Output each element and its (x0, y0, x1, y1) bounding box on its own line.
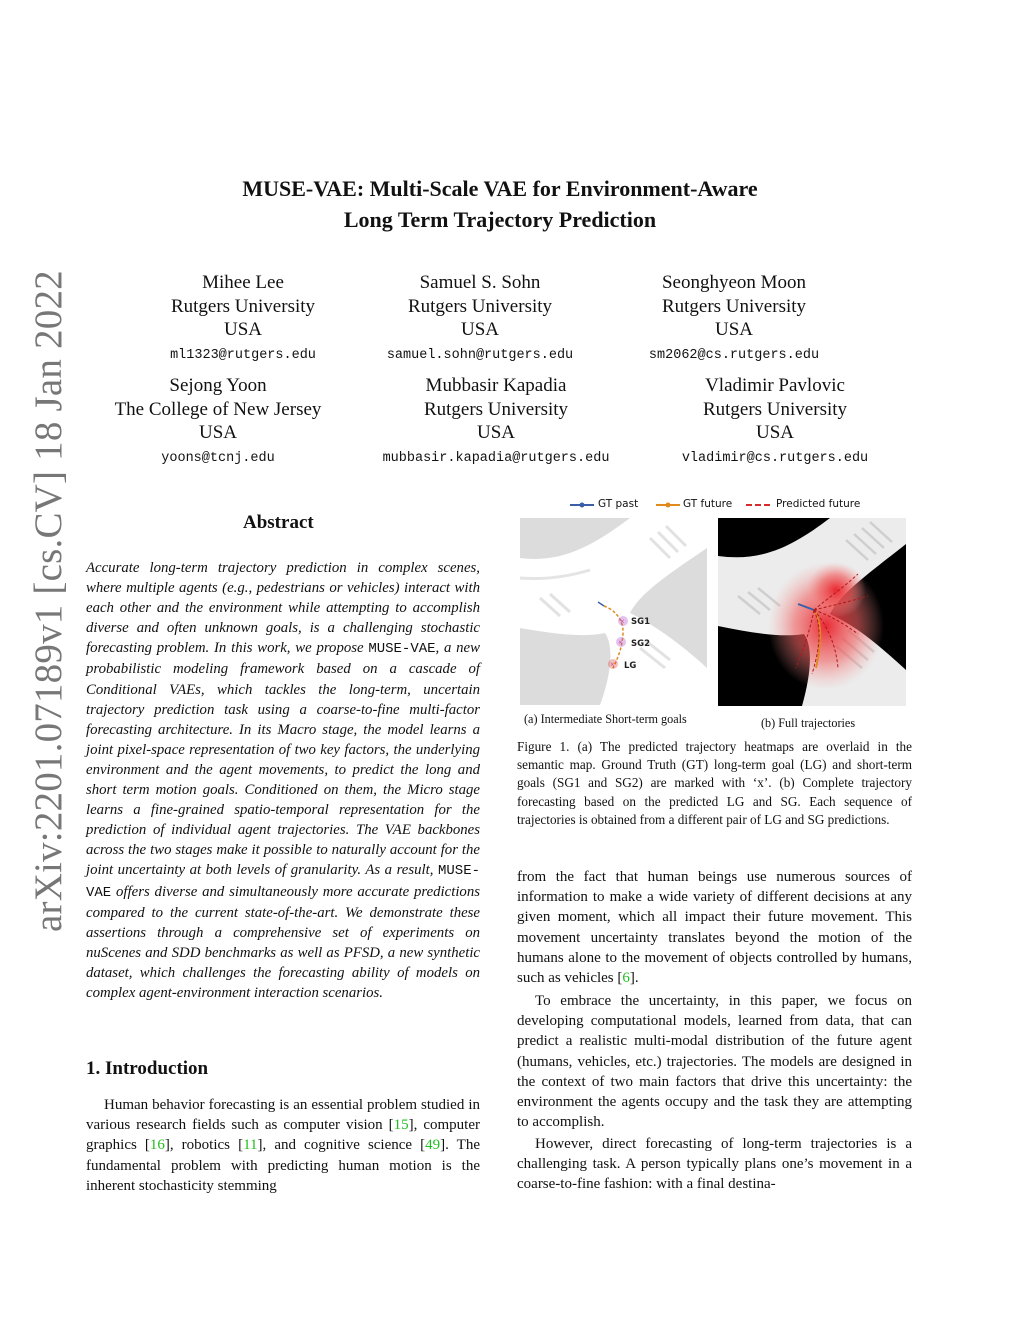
author-block (624, 271, 844, 365)
svg-text:×: × (610, 660, 615, 669)
author-affiliation: The College of New Jersey (114, 398, 322, 420)
author-email[interactable]: vladimir@cs.rutgers.edu (681, 450, 869, 466)
label-sg2: SG2 (631, 639, 651, 649)
gt-past-swatch (570, 501, 594, 509)
author-country: USA (223, 319, 262, 340)
citation-link[interactable]: 11 (243, 1137, 258, 1154)
author-name: Seonghyeon Moon (661, 272, 807, 293)
citation-link[interactable]: 15 (393, 1117, 409, 1134)
section-heading-introduction: 1. Introduction (86, 1058, 209, 1079)
author-name: Samuel S. Sohn (419, 272, 541, 293)
intro-text: ], and cognitive science [ (257, 1137, 426, 1154)
author-email[interactable]: mubbasir.kapadia@rutgers.edu (382, 450, 610, 466)
author-name: Vladimir Pavlovic (705, 375, 845, 396)
author-affiliation: Rutgers University (702, 398, 848, 420)
abstract-text: offers diverse and simultaneously more accurate predictions compared to the current state-of-the-art. We demonstrate these assertions through a comprehensive set of experiments on nuScenes and SDD benchmarks as well as PFSD, a new synthetic dataset, which challenges the forecasting ability of models on complex agent-environment interaction scenarios. (86, 883, 480, 1001)
intro-text: Human behavior forecasting is an essential problem studied in various research fields such as computer vision [ (86, 1097, 480, 1134)
author-name: Mihee Lee (202, 272, 284, 293)
figure-legend (570, 498, 900, 516)
abstract-text: , a new probabilistic modeling framework based on a cascade of Conditional VAEs, which tackles the long-term, uncertain trajectory prediction task using a coarse-to-fine multi-factor forecasting architecture. In its Macro stage, the model learns a joint pixel-space representation of two key factors, the underlying environment and the agent movements, to predict the long and short term motion goals. Conditioned on them, the Micro stage learns a fine-grained spatio-temporal representation for the prediction of individual agent trajectories. The VAE backbones across the two stages make it possible to naturally account for the joint uncertainty at both levels of granularity. As a result, (86, 640, 480, 879)
citation-link[interactable]: 16 (149, 1137, 165, 1154)
subcaption-b: (b) Full trajectories (761, 716, 856, 730)
author-affiliation: Rutgers University (407, 295, 553, 317)
author-block (360, 271, 600, 365)
model-name: MUSE-VAE (86, 863, 480, 901)
body-paragraph: However, direct forecasting of long-term trajectories is a challenging task. A person typically plans one’s movement in a coarse-to-fine fashion: with a final destina- (517, 1136, 912, 1193)
citation-link[interactable]: 49 (425, 1137, 441, 1154)
body-paragraph (517, 867, 912, 988)
author-email[interactable]: sm2062@cs.rutgers.edu (648, 347, 820, 363)
author-country: USA (460, 319, 499, 340)
citation-link[interactable]: 6 (622, 970, 630, 987)
predicted-future-swatch (746, 501, 770, 509)
author-name: Mubbasir Kapadia (425, 375, 567, 396)
body-paragraph: To embrace the uncertainty, in this paper, we focus on developing computational models, learned from data, that can predict a realistic multi-modal distribution of the future agent (humans, vehicles, etc.) trajectories. The models are designed in the context of two main factors that drive this uncertainty: the environment the agents occupy and the task they are attempting to accomplish. (517, 993, 912, 1131)
author-country: USA (198, 422, 237, 443)
legend-gt-past: GT past (598, 498, 639, 510)
author-block (361, 374, 631, 468)
gt-future-swatch (656, 501, 680, 509)
author-email[interactable]: samuel.sohn@rutgers.edu (386, 347, 574, 363)
semantic-map-drawing (520, 518, 707, 705)
svg-text:×: × (620, 617, 625, 626)
abstract-body (86, 558, 480, 1003)
figure-panel-b-trajectories (718, 518, 906, 706)
author-country: USA (476, 422, 515, 443)
author-email[interactable]: ml1323@rutgers.edu (170, 347, 316, 363)
label-lg: LG (624, 661, 637, 671)
author-affiliation: Rutgers University (170, 295, 316, 317)
legend-predicted-future: Predicted future (776, 498, 861, 510)
author-email[interactable]: yoons@tcnj.edu (161, 450, 275, 466)
arxiv-id: arXiv:2201.07189v1 [cs.CV] 18 Jan 2022 (27, 270, 70, 932)
model-name: MUSE-VAE (368, 641, 436, 658)
author-block (660, 374, 890, 468)
intro-text: ], computer graphics [ (86, 1117, 480, 1154)
author-country: USA (755, 422, 794, 443)
intro-paragraph (86, 1095, 480, 1196)
author-name: Sejong Yoon (169, 375, 267, 396)
author-affiliation: Rutgers University (661, 295, 807, 317)
trajectory-drawing (718, 518, 906, 706)
body-text: ]. (629, 970, 639, 987)
figure-panel-a-semantic-map (520, 518, 707, 705)
author-block (100, 374, 336, 468)
legend-gt-future: GT future (683, 498, 733, 510)
subcaption-a: (a) Intermediate Short-term goals (524, 712, 687, 726)
intro-text: ], robotics [ (164, 1137, 244, 1154)
svg-text:×: × (618, 638, 623, 647)
author-affiliation: Rutgers University (423, 398, 569, 420)
label-sg1: SG1 (631, 617, 651, 627)
abstract-heading: Abstract (243, 512, 314, 533)
author-block (143, 271, 343, 365)
body-text: from the fact that human beings use numerous sources of information to make a wide variety of different decisions at any given moment, which all impact their future movement. This movement uncertainty translates beyond the motion of the humans alone to the movement of objects controlled by humans, such as vehicles [ (517, 869, 912, 987)
paper-title-line-2: Long Term Trajectory Prediction (343, 207, 657, 232)
author-country: USA (714, 319, 753, 340)
figure-caption: Figure 1. (a) The predicted trajectory heatmaps are overlaid in the semantic map. Ground Truth (GT) long-term goal (LG) and short-term goals (SG1 and SG2) are marked with ‘x’. (b) Complete trajectory forecasting based on the predicted LG and SG. Each sequence of trajectories is obtained from a different pair of LG and SG predictions. (517, 739, 912, 827)
paper-title-line-1: MUSE-VAE: Multi-Scale VAE for Environment-Aware (242, 176, 758, 201)
abstract-text: Accurate long-term trajectory prediction in complex scenes, where multiple agents (e.g., pedestrians or vehicles) interact with each other and the environment while attempting to accomplish diverse and often unknown goals, is a challenging stochastic forecasting problem. In this work, we propose (86, 560, 480, 657)
intro-text: ]. The fundamental problem with predicting human motion is the inherent stochasticity stemming (86, 1137, 480, 1194)
